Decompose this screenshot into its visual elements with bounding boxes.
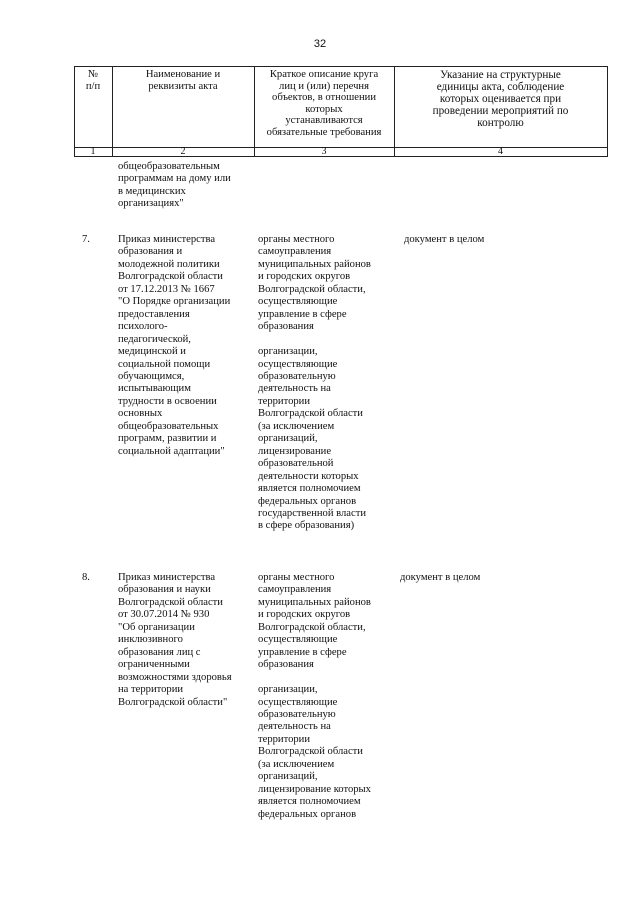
row-8-units: документ в целом [400,572,481,583]
header-number-3: 3 [321,146,327,157]
row-7-number: 7. [82,234,90,245]
column-divider [607,67,608,157]
header-num: № п/п [85,69,101,92]
page-number: 32 [313,38,327,50]
row-8-subjects: органы местного самоуправления муниципальных районов и городских округов Волгоградской области, осуществляющие управление в сфере образования организации, осуществляющие образовательную деятельность на территории Волгоградской области (за исключением организаций, лицензирование которых является полномочием федеральных органов [258,572,371,820]
row-8-number: 8. [82,572,90,583]
header-units: Указание на структурные единицы акта, соблюдение которых оценивается при проведении мероприятий по контролю [432,69,569,129]
row-8-act-name: Приказ министерства образования и науки Волгоградской области от 30.07.2014 № 930 "Об организации инклюзивного образования лиц с ограниченными возможностями здоровья на территории Волгоградской области" [118,572,232,708]
header-act-name: Наименование и реквизиты акта [145,69,221,92]
table-header [74,66,608,157]
header-subjects: Краткое описание круга лиц и (или) перечня объектов, в отношении которых устанавливаются обязательные требования [266,69,382,138]
row-7-subjects: органы местного самоуправления муниципальных районов и городских округов Волгоградской области, осуществляющие управление в сфере образования организации, осуществляющие образовательную деятельность на территории Волгоградской области (за исключением организаций, лицензирование образовательной деятельности которых является полномочием федеральных органов государственной власти в сфере образования) [258,234,371,532]
header-number-2: 2 [180,146,186,157]
row-7-units: документ в целом [404,234,485,245]
header-number-1: 1 [90,146,96,157]
continuation-text: общеобразовательным программам на дому или в медицинских организациях" [118,161,231,210]
header-number-4: 4 [498,146,503,157]
row-7-act-name: Приказ министерства образования и молодежной политики Волгоградской области от 17.12.2013 № 1667 "О Порядке организации предоставления психолого- педагогической, медицинской и социальной помощи обучающимся, испытывающим трудности в освоении основных общеобразовательных программ, развитии и социальной адаптации" [118,234,231,457]
